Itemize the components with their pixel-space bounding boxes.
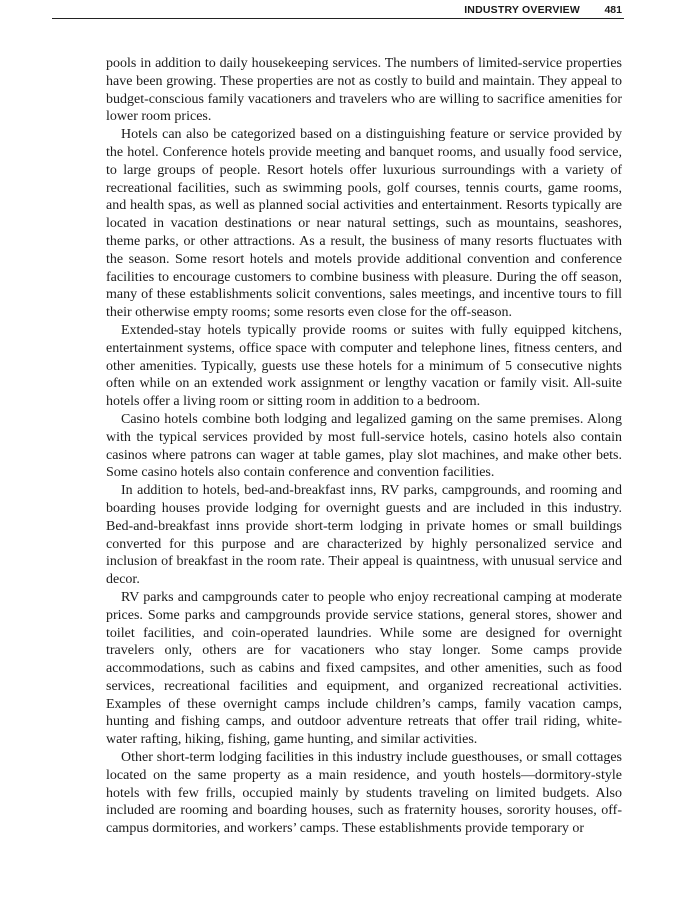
running-header: [52, 4, 624, 19]
paragraph-extended-stay: Extended-stay hotels typically provide rooms or suites with fully equipped kitchens, entertainment systems, office space with computer and telephone lines, fitness centers, and other amenities. Typically, guests use these hotels for a minimum of 5 consecutive nights often while on an extended work assignment or lengthy vacation or family visit. All-suite hotels offer a living room or sitting room in addition to a bedroom.: [106, 322, 622, 410]
paragraph-hotel-categories: Hotels can also be categorized based on a distinguishing feature or service provided by the hotel. Conference hotels provide meeting and banquet rooms, and usually food service, to large groups of people. Resort hotels offer luxurious surroundings with a variety of recreational facilities, such as swimming pools, golf courses, tennis courts, game rooms, and health spas, as well as planned social activities and entertainment. Resorts typically are located in vacation destinations or near natural settings, such as mountains, seashores, theme parks, or other attractions. As a result, the business of many resorts fluctuates with the season. Some resort hotels and motels provide additional convention and conference facilities to encourage customers to combine business with pleasure. During the off season, many of these establishments solicit conventions, sales meetings, and incentive tours to fill their otherwise empty rooms; some resorts even close for the off-season.: [106, 127, 622, 321]
paragraph-short-term-lodging: Other short-term lodging facilities in this industry include guesthouses, or small cottages located on the same property as a main residence, and youth hostels—dormitory-style hotels with few frills, occupied mainly by students traveling on limited budgets. Also included are rooming and boarding houses, such as fraternity houses, sorority houses, off-campus dormitories, and workers’ camps. These establishments provide temporary or: [106, 750, 622, 837]
paragraph-continuation: pools in addition to daily housekeeping services. The numbers of limited-service properties have been growing. These properties are not as costly to build and maintain. They appeal to budget-conscious family vacationers and travelers who are willing to sacrifice amenities for lower room prices.: [106, 56, 622, 125]
paragraph-other-lodging: In addition to hotels, bed-and-breakfast inns, RV parks, campgrounds, and rooming and boarding houses provide lodging for overnight guests and are included in this industry. Bed-and-breakfast inns provide short-term lodging in private homes or small buildings converted for this purpose and are characterized by highly personalized service and inclusion of breakfast in the room rate. Their appeal is quaintness, with unusual service and decor.: [106, 483, 622, 588]
running-header-title: INDUSTRY OVERVIEW: [464, 4, 580, 16]
body-text: [106, 55, 622, 838]
paragraph-rv-parks: RV parks and campgrounds cater to people who enjoy recreational camping at moderate prices. Some parks and campgrounds provide service stations, general stores, shower and toilet facilities, and coin-operated laundries. While some are designed for overnight travelers only, others are for vacationers who stay longer. Some camps provide accommodations, such as cabins and fixed campsites, and other amenities, such as food services, recreational facilities and equipment, and organized recreational activities. Examples of these overnight camps include children’s camps, family vacation camps, hunting and fishing camps, and outdoor adventure retreats that offer trail riding, white-water rafting, hiking, fishing, game hunting, and similar activities.: [106, 589, 622, 748]
page-number: 481: [604, 4, 622, 16]
paragraph-casino-hotels: Casino hotels combine both lodging and legalized gaming on the same premises. Along with the typical services provided by most full-service hotels, casino hotels also contain casinos where patrons can wager at table games, play slot machines, and make other bets. Some casino hotels also contain conference and convention facilities.: [106, 411, 622, 481]
